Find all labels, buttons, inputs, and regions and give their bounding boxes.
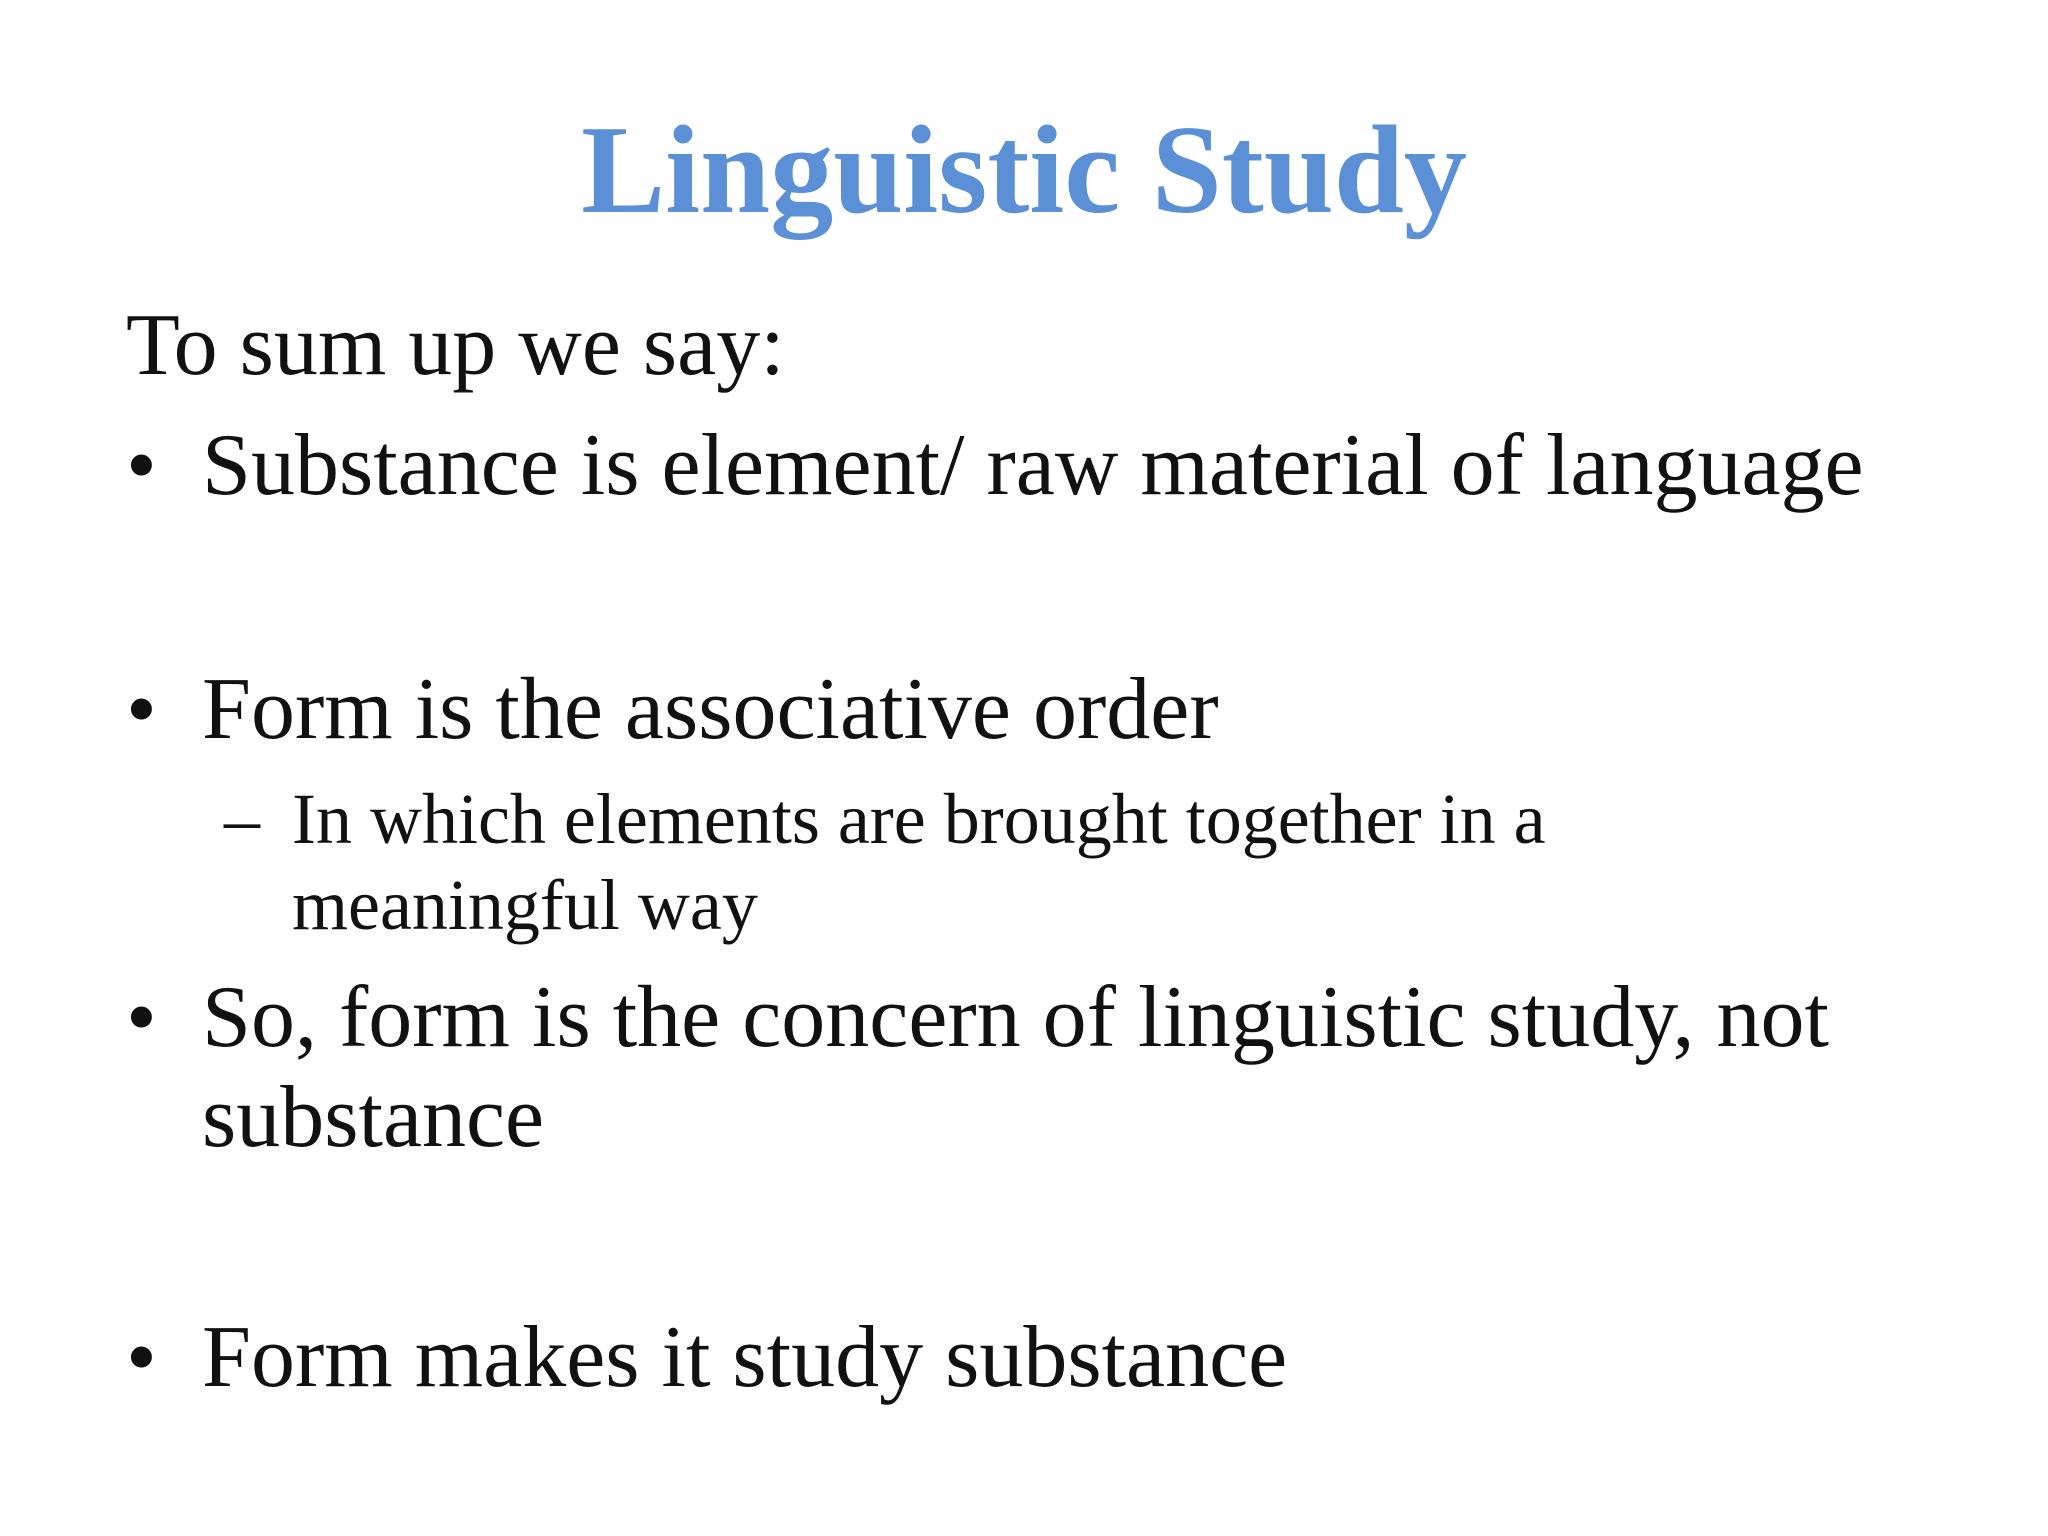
bullet-dot-icon: •	[126, 969, 157, 1066]
dash-icon: –	[224, 779, 260, 859]
bullet-dot-icon: •	[126, 661, 157, 758]
sub-bullet-item	[224, 776, 1824, 948]
bullet-item-substance	[126, 416, 2006, 516]
bullet-text: Substance is element/ raw material of language	[202, 417, 1864, 514]
bullet-text: Form is the associative order	[202, 661, 1219, 758]
bullet-item-study	[126, 1308, 2006, 1408]
sub-bullet-text: In which elements are brought together in a meaningful way	[292, 779, 1546, 945]
bullet-text: Form makes it study substance	[202, 1309, 1288, 1406]
intro-text: To sum up we say:	[126, 297, 785, 394]
bullet-item-concern	[126, 968, 2006, 1168]
bullet-item-form	[126, 660, 2006, 760]
slide-title: Linguistic Study	[581, 101, 1467, 240]
bullet-dot-icon: •	[126, 417, 157, 514]
bullet-dot-icon: •	[126, 1309, 157, 1406]
bullet-text: So, form is the concern of linguistic study, not substance	[202, 969, 1829, 1166]
